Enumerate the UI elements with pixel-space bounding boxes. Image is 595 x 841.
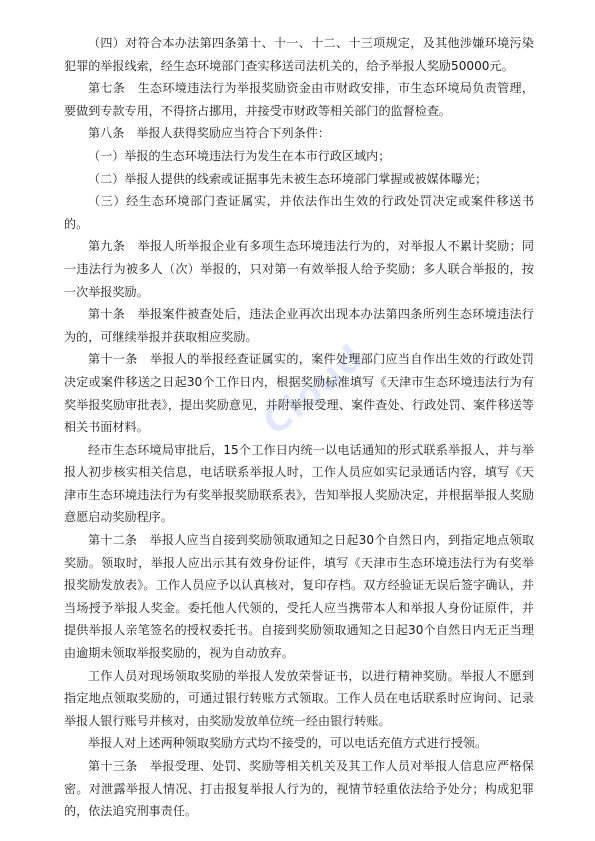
paragraph-article-9: 第九条 举报人所举报企业有多项生态环境违法行为的，对举报人不累计奖励；同一违法行为被多人（次）举报的，只对第一有效举报人给予奖励；多人联合举报的，按一次举报奖励。 <box>64 239 534 299</box>
watermark-logo: Cloud <box>256 336 373 444</box>
paragraph-reward-clause-4: （四）对符合本办法第四条第十、十一、十二、十三项规定，及其他涉嫌环境污染犯罪的举报线索，经生态环境部门查实移送司法机关的，给予举报人奖励50000元。 <box>64 36 534 73</box>
paragraph-article-11-continued: 经市生态环境局审批后，15个工作日内统一以电话通知的形式联系举报人，并与举报人初步核实相关信息，电话联系举报人时，工作人员应如实记录通话内容，填写《天津市生态环境违法行为有奖举报奖励联系表》，告知举报人奖励决定，并根据举报人奖励意愿启动奖励程序。 <box>64 442 534 525</box>
paragraph-article-10: 第十条 举报案件被查处后，违法企业再次出现本办法第四条所列生态环境违法行为的，可继续举报并获取相应奖励。 <box>64 307 534 344</box>
paragraph-article-13: 第十三条 举报受理、处罚、奖励等相关机关及其工作人员对举报人信息应严格保密。对泄露举报人情况、打击报复举报人行为的，视情节轻重依法给予处分；构成犯罪的，依法追究刑事责任。 <box>64 759 534 819</box>
paragraph-article-8-item-3: （三）经生态环境部门查证属实，并依法作出生效的行政处罚决定或案件移送书的。 <box>64 194 534 231</box>
paragraph-article-12-phone: 举报人对上述两种领取奖励方式均不接受的，可以电话充值方式进行授领。 <box>88 736 488 751</box>
paragraph-article-12: 第十二条 举报人应当自接到奖励领取通知之日起30个自然日内，到指定地点领取奖励。领取时，举报人应出示其有效身份证件，填写《天津市生态环境违法行为有奖举报奖励发放表》。工作人员应予以认真核对，复印存档。双方经验证无误后签字确认，并当场授予举报人奖金。委托他人代领的，受托人应当携带本人和举报人身份证原件，并提供举报人亲笔签名的授权委托书。自接到奖励领取通知之日起30个自然日内无正当理由逾期未领取举报奖励的，视为自动放弃。 <box>64 533 534 661</box>
paragraph-article-7: 第七条 生态环境违法行为举报奖励资金由市财政安排，市生态环境局负责管理，要做到专款专用，不得挤占挪用，并接受市财政等相关部门的监督检查。 <box>64 81 534 118</box>
paragraph-article-8: 第八条 举报人获得奖励应当符合下列条件： <box>88 126 330 141</box>
paragraph-article-11: 第十一条 举报人的举报经查证属实的，案件处理部门应当自作出生效的行政处罚决定或案件移送之日起30个工作日内，根据奖励标准填写《天津市生态环境违法行为有奖举报奖励审批表》，提出奖励意见，并附举报受理、案件查处、行政处罚、案件移送等相关书面材料。 <box>64 352 534 435</box>
paragraph-article-12-honor: 工作人员对现场领取奖励的举报人发放荣誉证书，以进行精神奖励。举报人不愿到指定地点领取奖励的，可通过银行转账方式领取。工作人员在电话联系时应询问、记录举报人银行账号并核对，由奖励发放单位统一经由银行转账。 <box>64 668 534 728</box>
document-body <box>64 32 534 823</box>
paragraph-article-8-item-2: （二）举报人提供的线索或证据事先未被生态环境部门掌握或被媒体曝光； <box>88 171 488 186</box>
paragraph-article-8-item-1: （一）举报的生态环境违法行为发生在本市行政区域内； <box>88 148 391 163</box>
